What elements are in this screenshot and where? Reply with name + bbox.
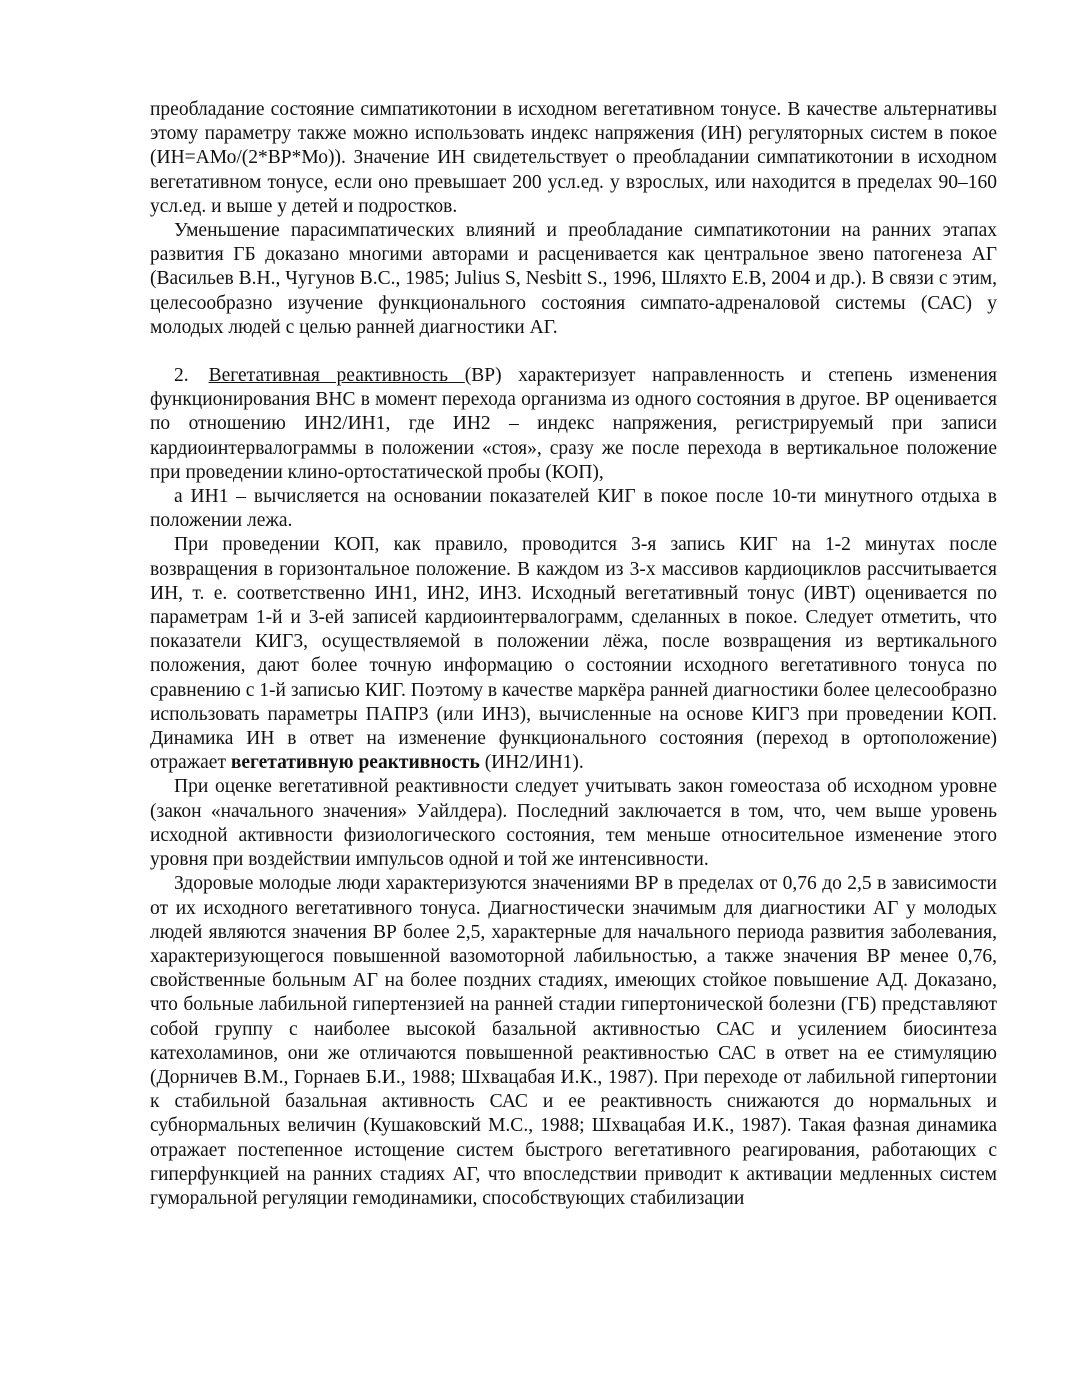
- list-number: 2.: [174, 365, 189, 387]
- bold-term: вегетативную реактивность: [230, 752, 480, 774]
- underlined-term: Вегетативная реактивность: [208, 365, 465, 387]
- paragraph-healthy-values: Здоровые молодые люди характеризуются значениями ВР в пределах от 0,76 до 2,5 в зависимости от их исходного вегетативного тонуса. Диагностически значимым для диагностики АГ у молодых людей являются значения ВР более 2,5, характерные для начального периода развития заболевания, характеризующегося повышенной вазомоторной лабильностью, а также значения ВР менее 0,76, свойственные больным АГ на более поздних стадиях, имеющих стойкое повышение АД. Доказано, что больные лабильной гипертензией на ранней стадии гипертонической болезни (ГБ) представляют собой группу с наиболее высокой базальной активностью САС и усилением биосинтеза катехоламинов, они же отличаются повышенной реактивностью САС в ответ на ее стимуляцию (Дорничев В.М., Горнаев Б.И., 1988; Шхвацабая И.К., 1987). При переходе от лабильной гипертонии к стабильной базальная активность САС и ее реактивность снижаются до нормальных и субнормальных величин (Кушаковский М.С., 1988; Шхвацабая И.К., 1987). Такая фазная динамика отражает постепенное истощение систем быстрого вегетативного реагирования, работающих с гиперфункцией на ранних стадиях АГ, что впоследствии приводит к активации медленных систем гуморальной регуляции гемодинамики, способствующих стабилизации: [150, 873, 997, 1209]
- paragraph-text-end: (ИН2/ИН1).: [479, 752, 584, 774]
- paragraph-text: (ВР) характеризует направленность и степень изменения функционирования ВНС в момент перехода организма из одного состояния в другое. ВР оценивается по отношению ИН2/ИН1, где ИН2 – индекс напряжения, регистрируемый при записи кардиоинтервалограммы в положении «стоя», сразу же после перехода в вертикальное положение при проведении клино-ортостатической пробы (КОП),: [150, 365, 997, 483]
- paragraph-spacer: [150, 340, 997, 364]
- document-page: [150, 98, 997, 1211]
- paragraph-kop-procedure: [150, 533, 997, 775]
- paragraph-parasympathetic-influence: Уменьшение парасимпатических влияний и преобладание симпатикотонии на ранних этапах развития ГБ доказано многими авторами и расценивается как центральное звено патогенеза АГ (Васильев В.Н., Чугунов В.С., 1985; Julius S, Nesbitt S., 1996, Шляхто Е.В, 2004 и др.). В связи с этим, целесообразно изучение функционального состояния симпато-адреналовой системы (САС) у молодых людей с целью ранней диагностики АГ.: [150, 220, 997, 338]
- paragraph-text: При проведении КОП, как правило, проводится 3-я запись КИГ на 1-2 минутах после возвращения в горизонтальное положение. В каждом из 3-х массивов кардиоциклов рассчитывается ИН, т. е. соответственно ИН1, ИН2, ИН3. Исходный вегетативный тонус (ИВТ) оценивается по параметрам 1-й и 3-ей записей кардиоинтервалограмм, сделанных в покое. Следует отметить, что показатели КИГ3, осуществляемой в положении лёжа, после возвращения из вертикального положения, дают более точную информацию о состоянии исходного вегетативного тонуса по сравнению с 1-й записью КИГ. Поэтому в качестве маркёра ранней диагностики более целесообразно использовать параметры ПАПР3 (или ИН3), вычисленные на основе КИГ3 при проведении КОП. Динамика ИН в ответ на изменение функционального состояния (переход в ортоположение) отражает: [150, 534, 997, 774]
- paragraph-sympathicotonia-index: преобладание состояние симпатикотонии в исходном вегетативном тонусе. В качестве альтернативы этому параметру также можно использовать индекс напряжения (ИН) регуляторных систем в покое (ИН=АМо/(2*ВР*Мо)). Значение ИН свидетельствует о преобладании симпатикотонии в исходном вегетативном тонусе, если оно превышает 200 усл.ед. у взрослых, или находится в пределах 90–160 усл.ед. и выше у детей и подростков.: [150, 99, 997, 217]
- paragraph-homeostasis-law: При оценке вегетативной реактивности следует учитывать закон гомеостаза об исходном уровне (закон «начального значения» Уайлдера). Последний заключается в том, что, чем выше уровень исходной активности физиологического состояния, тем меньше относительное изменение этого уровня при воздействии импульсов одной и той же интенсивности.: [150, 776, 997, 871]
- paragraph-in1-definition: а ИН1 – вычисляется на основании показателей КИГ в покое после 10-ти минутного отдыха в положении лежа.: [150, 486, 997, 532]
- paragraph-vegetative-reactivity: [150, 364, 997, 485]
